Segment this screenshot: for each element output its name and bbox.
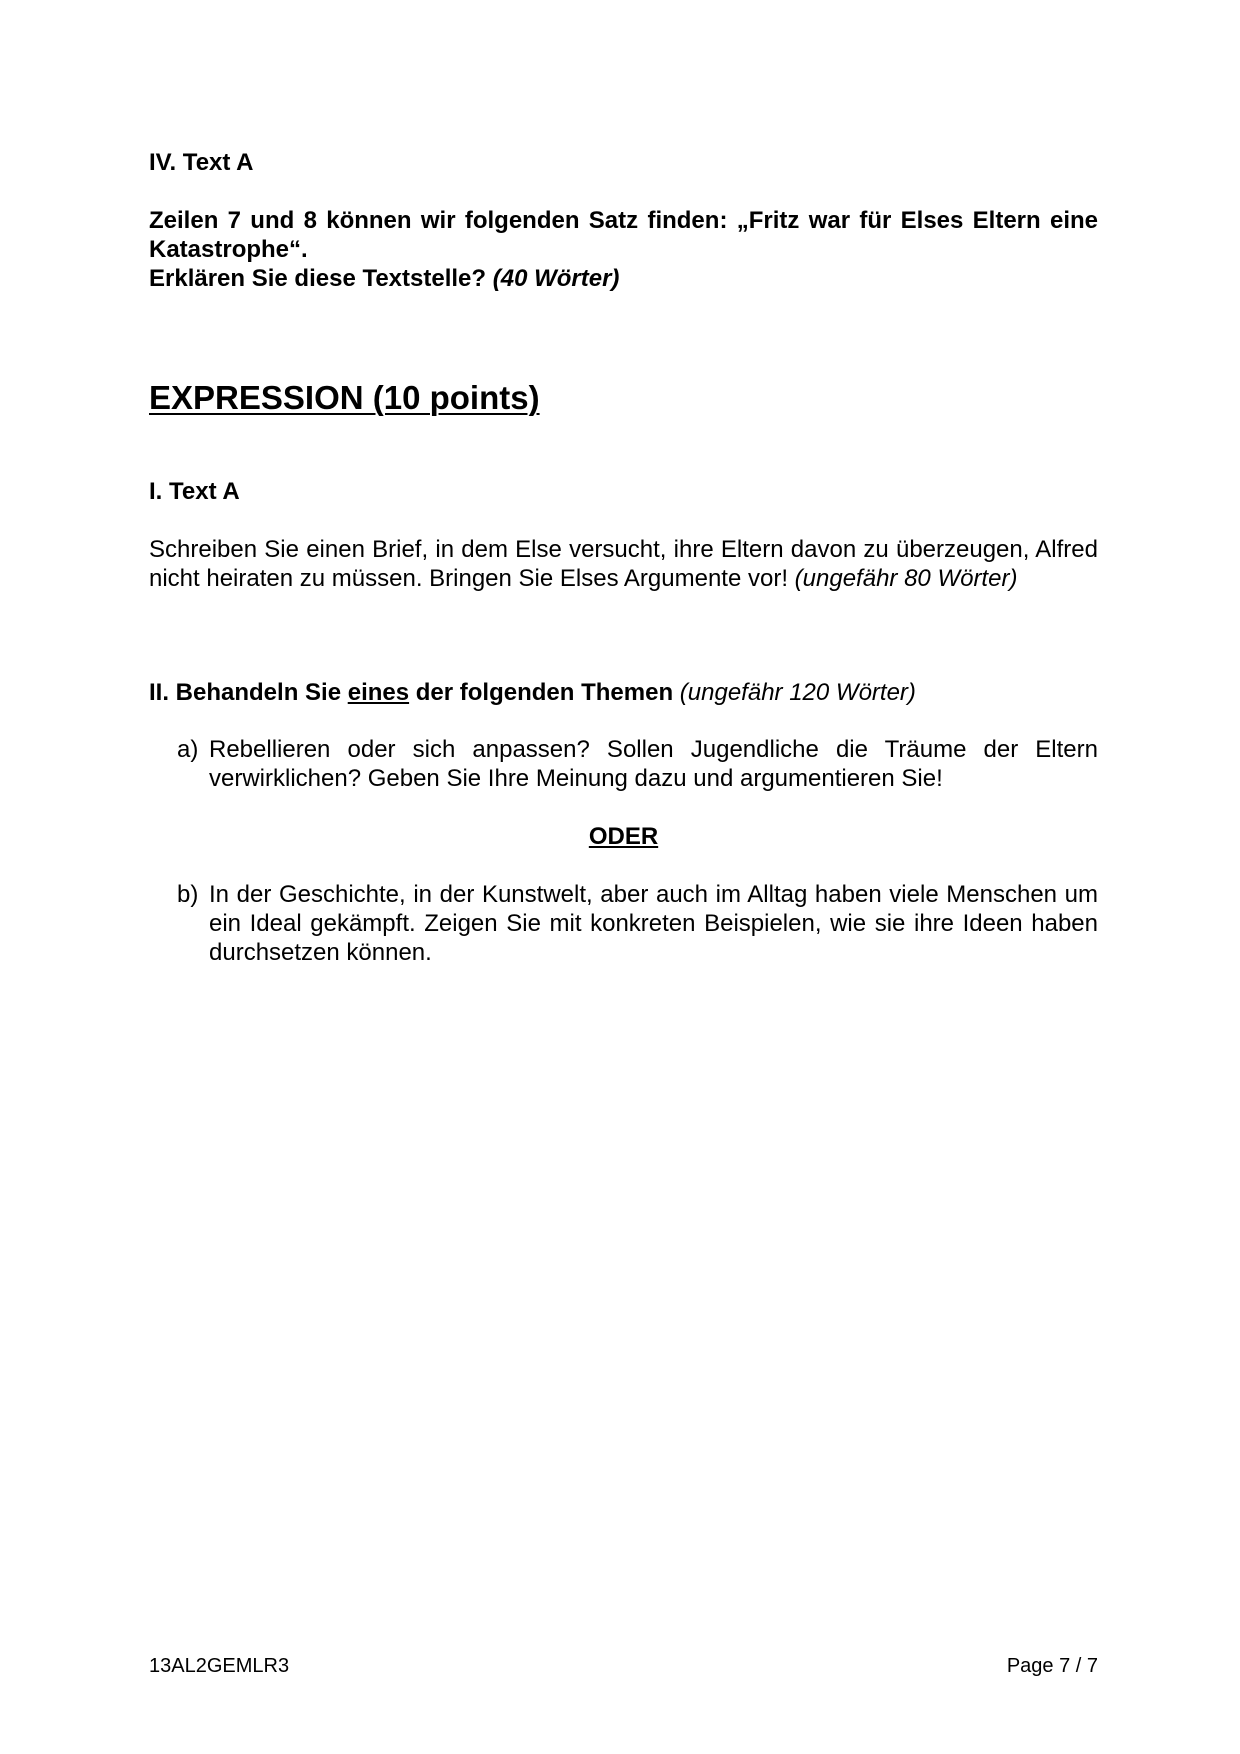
exam-page [149, 0, 1098, 1754]
word-count: (ungefähr 120 Wörter) [679, 679, 916, 706]
footer-document-code: 13AL2GEMLR3 [149, 1655, 290, 1677]
topic-a [177, 735, 1098, 793]
word-count: (ungefähr 80 Wörter) [794, 565, 1018, 592]
heading-emphasis: eines [347, 679, 410, 706]
question-prompt: Erklären Sie diese Textstelle? [149, 265, 487, 292]
section-ii-heading [149, 678, 1098, 707]
expression-heading: EXPRESSION (10 points) [149, 379, 540, 416]
section-i-task [149, 535, 1098, 593]
oder-separator: ODER [588, 823, 659, 850]
word-count: (40 Wörter) [492, 265, 620, 292]
heading-suffix: der folgenden Themen [415, 679, 674, 706]
task-text: Schreiben Sie einen Brief, in dem Else versucht, ihre Eltern davon zu überzeugen, Alfred nicht heiraten zu müssen. Bringen Sie Elses Argumente vor! [149, 536, 1098, 592]
heading-prefix: II. Behandeln Sie [149, 679, 342, 706]
section-i-heading: I. Text A [149, 478, 240, 505]
topic-b [177, 880, 1098, 967]
question-statement: Zeilen 7 und 8 können wir folgenden Satz finden: „Fritz war für Elses Eltern eine Katastrophe“. [149, 207, 1098, 263]
topic-b-text: In der Geschichte, in der Kunstwelt, aber auch im Alltag haben viele Menschen um ein Ideal gekämpft. Zeigen Sie mit konkreten Beispielen, wie sie ihre Ideen haben durchsetzen können. [209, 881, 1098, 966]
topic-a-text: Rebellieren oder sich anpassen? Sollen Jugendliche die Träume der Eltern verwirklichen? Geben Sie Ihre Meinung dazu und argumentieren Sie! [209, 736, 1098, 792]
footer-page-indicator: Page 7 / 7 [1006, 1655, 1098, 1677]
section-iv-heading: IV. Text A [149, 149, 254, 176]
topic-a-marker: a) [177, 736, 199, 763]
topic-b-marker: b) [177, 881, 199, 908]
section-iv-question [149, 206, 1098, 293]
